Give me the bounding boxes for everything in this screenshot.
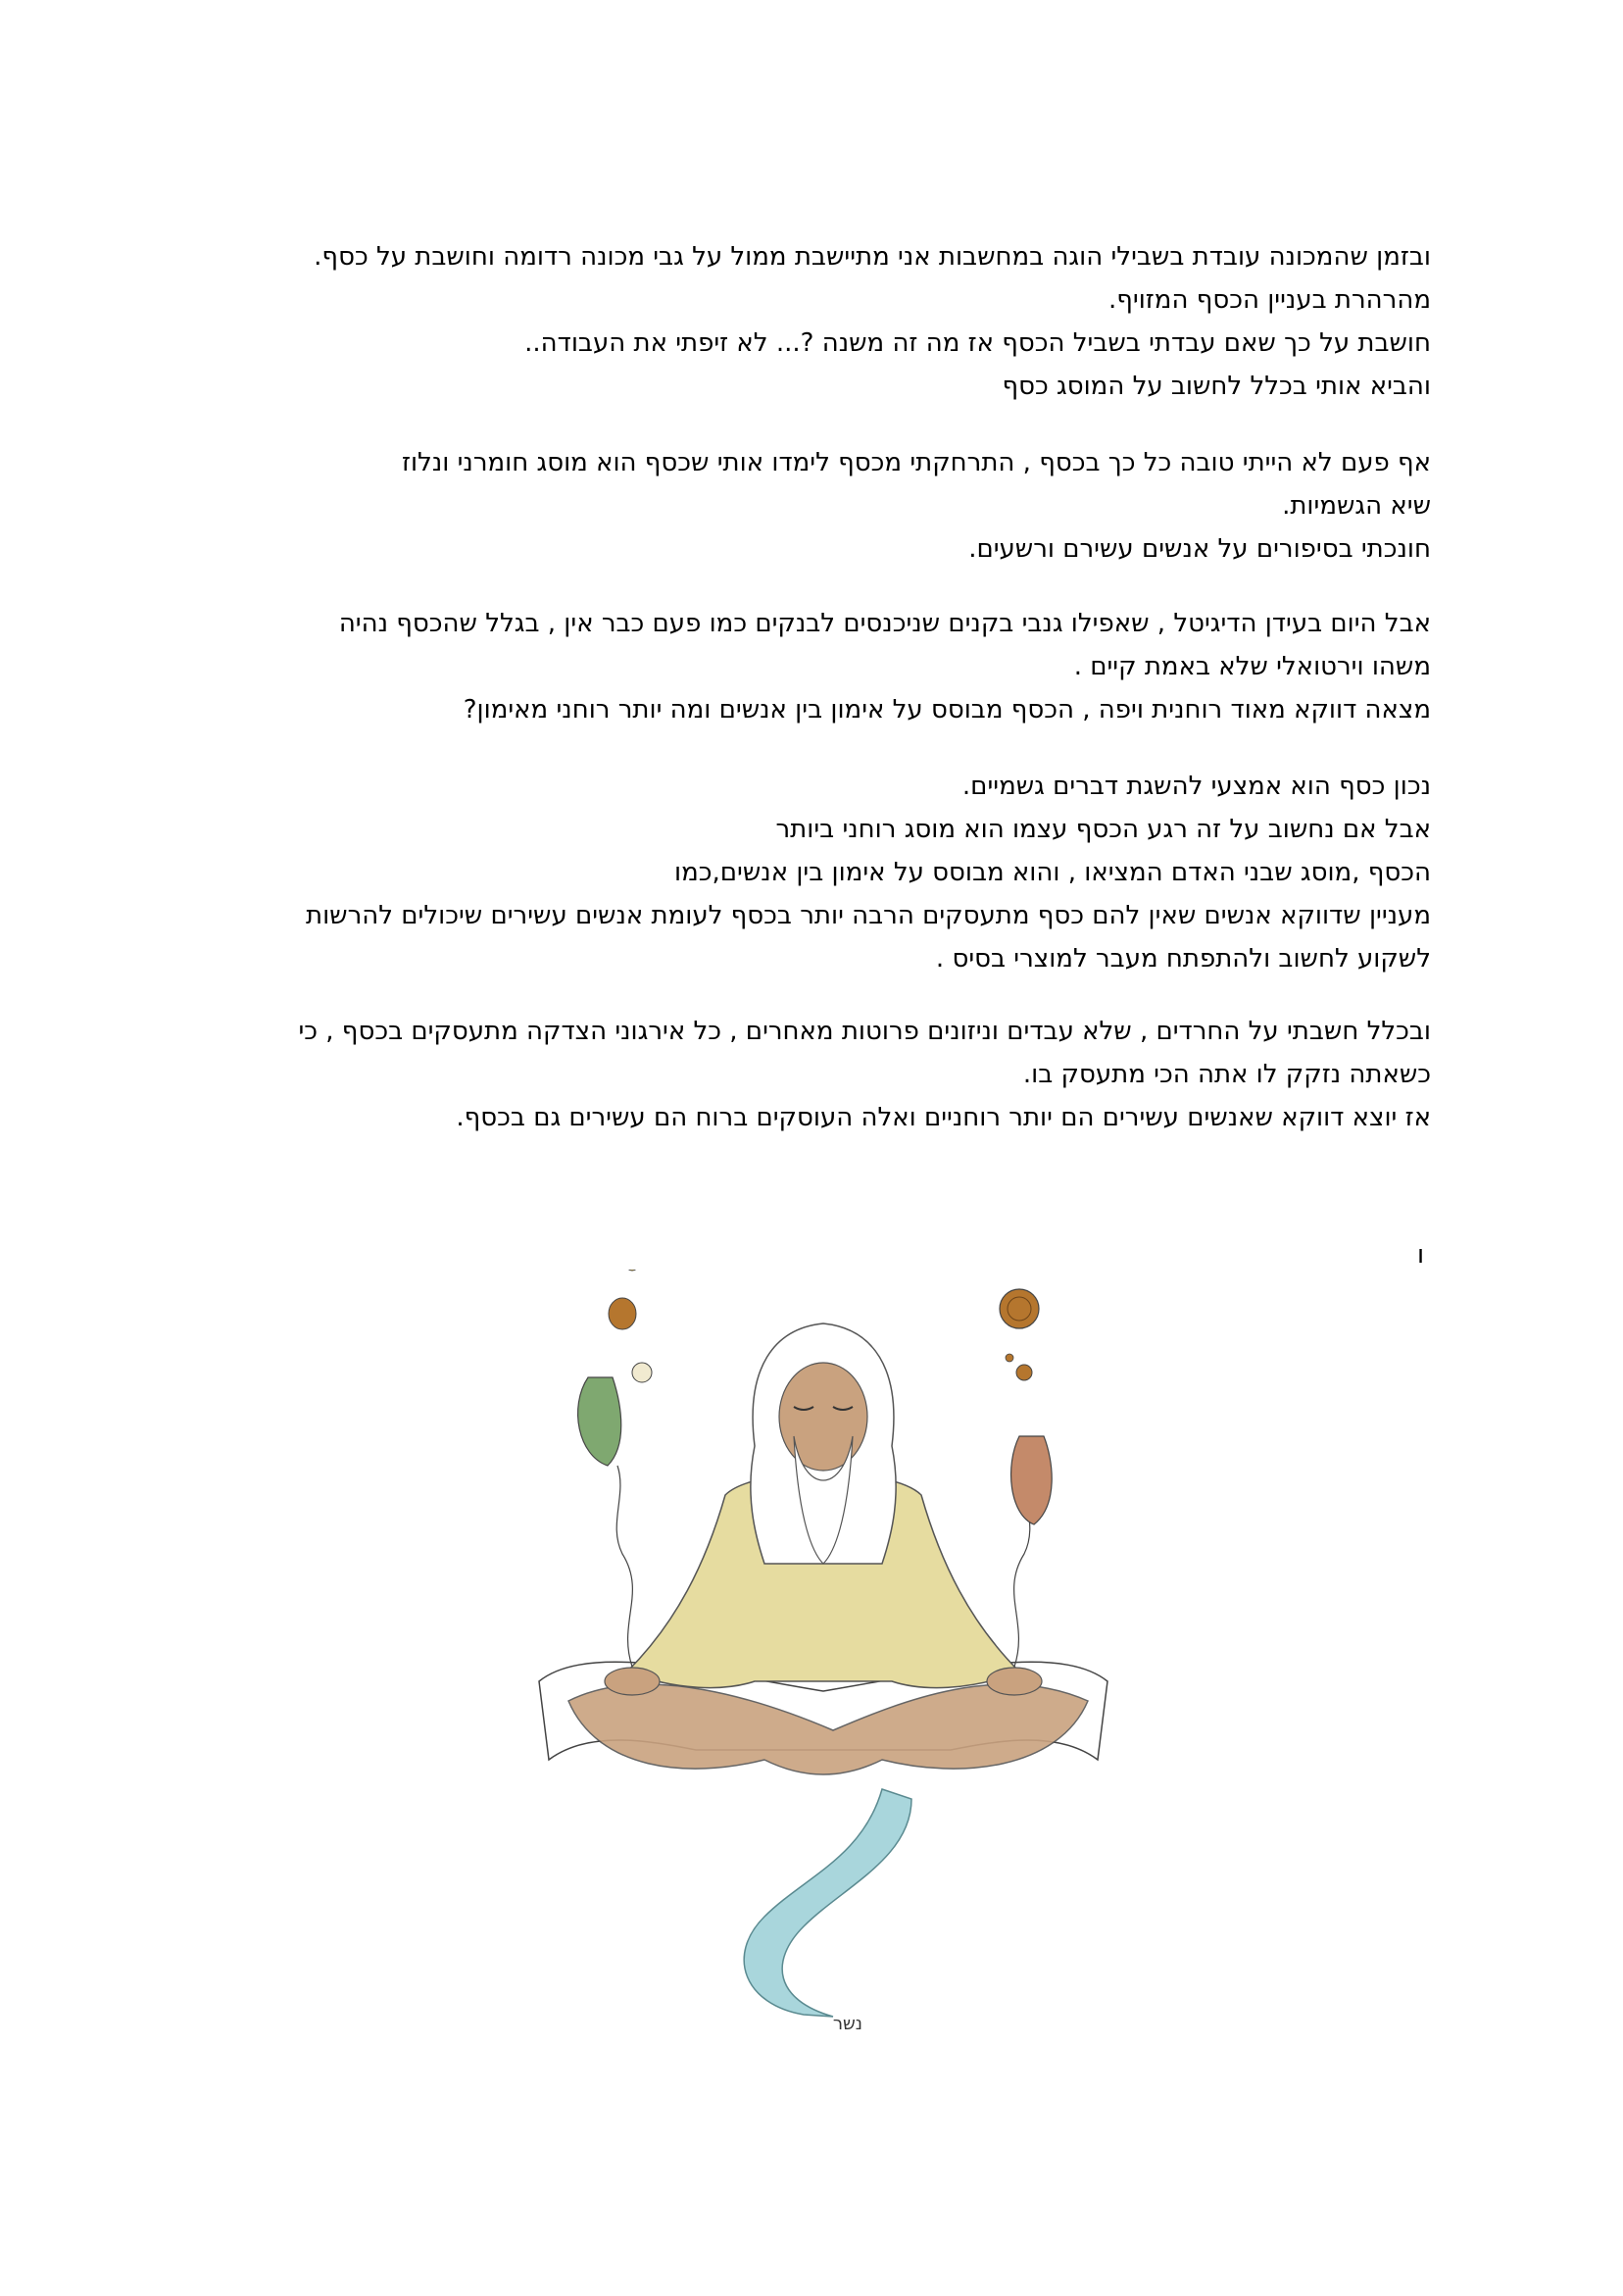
paragraph-5: [196, 1010, 1431, 1139]
left-string: [616, 1466, 632, 1667]
paragraph-1: [196, 235, 1431, 408]
coin-icon: [1016, 1365, 1032, 1380]
paragraph-line: לשקוע לחשוב ולהתפתח מעבר למוצרי בסיס .: [935, 944, 1431, 973]
small-coin-icon: [626, 1270, 638, 1271]
paragraph-line: ובכלל חשבתי על החרדים , שלא עבדים וניזונים פרוטות מאחרים , כל אירגוני הצדקה מתעסקים בכסף , כי: [298, 1017, 1431, 1046]
coin-icon: [632, 1363, 652, 1382]
paragraph-line: שיא הגשמיות.: [1282, 491, 1431, 521]
paragraph-line: אבל היום בעידן הדיגיטל , שאפילו גנבי בקנים שניכנסים לבנקים כמו פעם כבר אין , בגלל שהכסף נהיה: [338, 609, 1431, 638]
paragraph-line: אבל אם נחשוב על זה רגע הכסף עצמו הוא מוסג רוחני ביותר: [775, 815, 1431, 844]
paragraph-line: כשאתה נזקק לו אתה הכי מתעסק בו.: [1022, 1060, 1431, 1089]
paragraph-line: משהו וירטואלי שלא באמת קיים .: [1073, 652, 1431, 681]
artist-signature: נשר: [832, 2014, 862, 2034]
paragraph-line: ובזמן שהמכונה עובדת בשבילי הוגה במחשבות אני מתיישבת ממול על גבי מכונה רדומה וחושבת על כסף.: [314, 242, 1431, 272]
paragraph-line: חושבת על כך שאם עבדתי בשביל הכסף אז מה זה משנה ?... לא זיפתי את העבודה..: [524, 328, 1431, 358]
paragraph-line: נכון כסף הוא אמצעי להשגת דברים גשמיים.: [961, 772, 1431, 801]
stray-mark: ו: [1417, 1240, 1425, 1270]
illustration-svg: [510, 1270, 1137, 2044]
paragraph-line: מצאה דווקא מאוד רוחנית ויפה , הכסף מבוסס על אימון בין אנשים ומה יותר רוחני מאימון?: [463, 695, 1431, 724]
coin-icon: [1006, 1354, 1013, 1362]
paragraph-line: הכסף ,מוסג שבני האדם המציאו , והוא מבוסס על אימון בין אנשים,כמו: [674, 858, 1431, 887]
left-hand: [605, 1668, 660, 1695]
paragraph-line: והביא אותי בכלל לחשוב על המוסג כסף: [1002, 372, 1431, 401]
meditating-figure-illustration: [510, 1270, 1137, 2044]
paragraph-3: [196, 602, 1431, 731]
green-banknote: [578, 1377, 621, 1466]
paragraph-line: אז יוצא דווקא שאנשים עשירים הם יותר רוחניים ואלה העוסקים ברוח הם עשירים גם בכסף.: [456, 1103, 1431, 1132]
paragraph-line: אף פעם לא הייתי טובה כל כך בכסף , התרחקתי מכסף לימדו אותי שכסף הוא מוסג חומרני ונלוז: [401, 448, 1431, 477]
coin-icon: [609, 1298, 636, 1329]
paragraph-line: מעניין שדווקא אנשים שאין להם כסף מתעסקים הרבה יותר בכסף לעומת אנשים עשירים שיכולים להרשות: [305, 901, 1431, 930]
paragraph-2: [196, 441, 1431, 571]
brown-banknote: [1011, 1436, 1053, 1524]
face: [779, 1363, 867, 1471]
paragraph-line: חונכתי בסיפורים על אנשים עשירם ורשעים.: [968, 534, 1431, 564]
ribbon-stream: [744, 1789, 911, 2017]
paragraph-4: [196, 765, 1431, 980]
coin-icon: [1000, 1289, 1039, 1328]
right-hand: [987, 1668, 1042, 1695]
paragraph-line: מהרהרת בעניין הכסף המזויף.: [1108, 285, 1431, 315]
